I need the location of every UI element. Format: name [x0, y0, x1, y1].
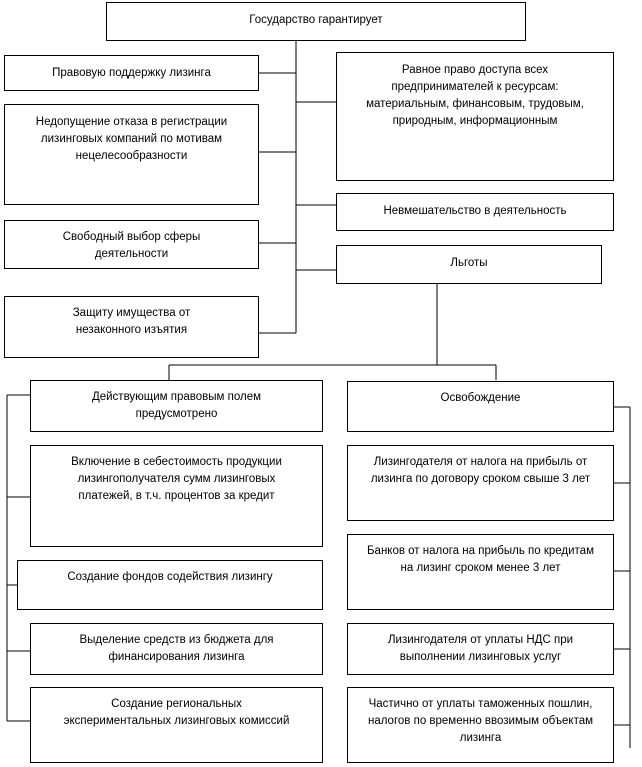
free-choice-box [4, 220, 259, 269]
root-box [106, 2, 526, 41]
support-funds-box [17, 560, 323, 610]
regional-commissions-label: Создание региональных экспериментальных лизинговых комиссий [63, 698, 290, 727]
regional-commissions-box [30, 687, 323, 763]
budget-allocation-box [30, 623, 323, 675]
customs-duties-label: Частично от уплаты таможенных пошлин, налогов по временно ввозимым объектам лизинга [367, 698, 594, 744]
free-choice-label: Свободный выбор сферы деятельности [62, 231, 201, 260]
vat-exemption-label: Лизингодателя от уплаты НДС при выполнении лизинговых услуг [387, 634, 574, 663]
benefits-box [336, 245, 602, 284]
exemption-header-label: Освобождение [440, 392, 521, 404]
lessor-profit-tax-box [347, 445, 614, 521]
equal-access-label: Равное право доступа всех предпринимателей к ресурсам: материальным, финансовым, трудовым, природным, информационным [366, 64, 584, 127]
exemption-header-box [347, 381, 614, 432]
benefits-label: Льготы [450, 257, 488, 269]
vat-exemption-box [347, 623, 614, 675]
no-refusal-label: Недопущение отказа в регистрации лизинговых компаний по мотивам нецелесообразности [35, 116, 228, 162]
root-label: Государство гарантирует [249, 14, 383, 26]
no-refusal-box [4, 104, 259, 205]
cost-inclusion-label: Включение в себестоимость продукции лизингополучателя сумм лизинговых платежей, в т.ч. процентов за кредит [71, 456, 282, 502]
budget-allocation-label: Выделение средств из бюджета для финансирования лизинга [79, 634, 274, 663]
bank-profit-tax-box [347, 534, 614, 610]
cost-inclusion-box [30, 445, 323, 547]
legal-field-header-label: Действующим правовым полем предусмотрено [91, 391, 262, 420]
support-funds-label: Создание фондов содействия лизингу [67, 571, 273, 583]
property-protection-box [4, 296, 259, 358]
equal-access-box [336, 52, 614, 181]
non-interference-box [336, 193, 614, 231]
customs-duties-box [347, 687, 614, 763]
property-protection-label: Защиту имущества от незаконного изъятия [72, 307, 191, 336]
legal-field-header-box [30, 380, 323, 432]
lessor-profit-tax-label: Лизингодателя от налога на прибыль от лизинга по договору сроком свыше 3 лет [370, 456, 591, 485]
legal-support-label: Правовую поддержку лизинга [52, 67, 211, 79]
non-interference-label: Невмешательство в деятельность [383, 205, 567, 217]
legal-support-box [4, 55, 259, 91]
bank-profit-tax-label: Банков от налога на прибыль по кредитам на лизинг сроком менее 3 лет [367, 545, 594, 574]
